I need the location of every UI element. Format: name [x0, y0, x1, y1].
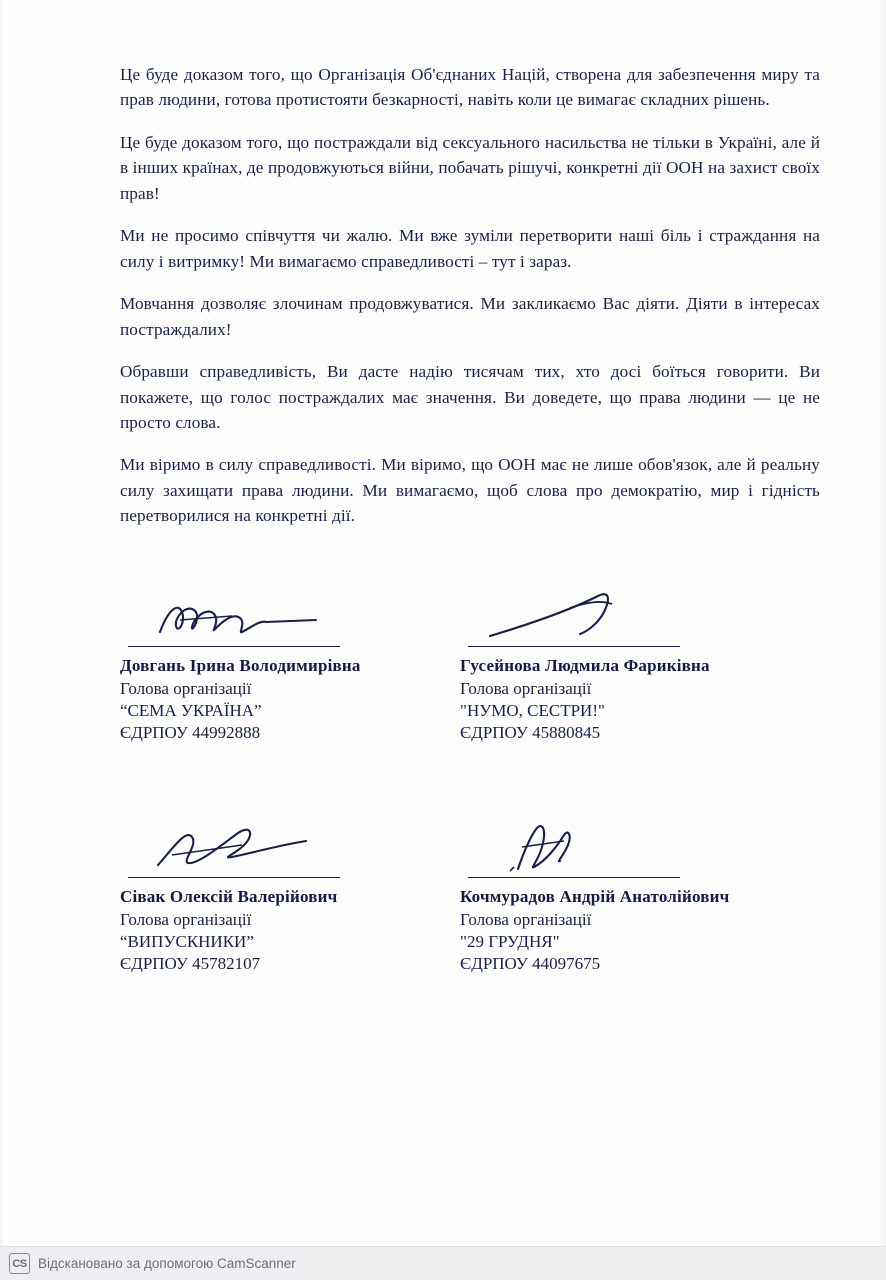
signatory-name: Сівак Олексій Валерійович — [120, 887, 338, 906]
signatory-role: Голова організації — [120, 910, 252, 929]
signatory-name: Кочмурадов Андрій Анатолійович — [460, 887, 730, 906]
page-edge-right — [878, 0, 886, 1280]
signature-line — [468, 877, 680, 878]
signature-row — [120, 821, 820, 974]
signatory-org: "НУМО, СЕСТРИ!" — [460, 701, 605, 720]
paragraph: Ми віримо в силу справедливості. Ми віримо, що ООН має не лише обов'язок, але й реальну силу захищати права людини. Ми вимагаємо, щоб слова про демократію, мир і гідність перетворилися на конкретні дії. — [120, 455, 820, 526]
camscanner-watermark-text: Відскановано за допомогою CamScanner — [38, 1256, 296, 1271]
handwritten-signature-mark — [460, 821, 800, 877]
paragraph: Це буде доказом того, що постраждали від сексуального насильства не тільки в Україні, але й в інших країнах, де продовжуються війни, побачать рішучі, конкретні дії ООН на захист своїх прав! — [120, 132, 820, 203]
handwritten-signature-mark — [460, 590, 800, 646]
signatory-role: Голова організації — [120, 679, 252, 698]
handwritten-signature-mark — [120, 821, 460, 877]
signatory-code: ЄДРПОУ 45782107 — [120, 954, 261, 973]
signatory-org: “ВИПУСКНИКИ” — [120, 932, 254, 951]
paragraph: Це буде доказом того, що Організація Об'єднаних Націй, створена для забезпечення миру та прав людини, готова протистояти безкарності, навіть коли це вимагає складних рішень. — [120, 65, 820, 110]
paragraph: Обравши справедливість, Ви дасте надію тисячам тих, хто досі боїться говорити. Ви покажете, що голос постраждалих має значення. Ви доведете, що права людини — це не просто слова. — [120, 362, 820, 432]
paragraph: Мовчання дозволяє злочинам продовжуватися. Ми закликаємо Вас діяти. Діяти в інтересах постраждалих! — [120, 294, 820, 339]
camscanner-logo-icon: CS — [9, 1253, 30, 1274]
signatory-name: Довгань Ірина Володимирівна — [120, 656, 361, 675]
paragraph: Ми не просимо співчуття чи жалю. Ми вже зуміли перетворити наші біль і страждання на силу і витримку! Ми вимагаємо справедливості – тут і зараз. — [120, 226, 820, 271]
signatory-code: ЄДРПОУ 44992888 — [120, 723, 261, 742]
signature-block — [120, 821, 460, 974]
signature-line — [128, 646, 340, 647]
page-edge-left — [0, 0, 6, 1280]
signature-block — [460, 590, 800, 743]
camscanner-watermark-bar — [0, 1246, 886, 1280]
signature-section — [120, 590, 820, 1052]
signature-block — [120, 590, 460, 743]
signature-row — [120, 590, 820, 743]
signature-line — [128, 877, 340, 878]
signature-block — [460, 821, 800, 974]
signatory-org: "29 ГРУДНЯ" — [460, 932, 560, 951]
signature-line — [468, 646, 680, 647]
handwritten-signature-mark — [120, 590, 460, 646]
document-body — [120, 62, 820, 546]
signatory-role: Голова організації — [460, 910, 592, 929]
signatory-code: ЄДРПОУ 45880845 — [460, 723, 601, 742]
signatory-code: ЄДРПОУ 44097675 — [460, 954, 601, 973]
signatory-role: Голова організації — [460, 679, 592, 698]
signatory-org: “СЕМА УКРАЇНА” — [120, 701, 262, 720]
signatory-name: Гусейнова Людмила Фариківна — [460, 656, 710, 675]
